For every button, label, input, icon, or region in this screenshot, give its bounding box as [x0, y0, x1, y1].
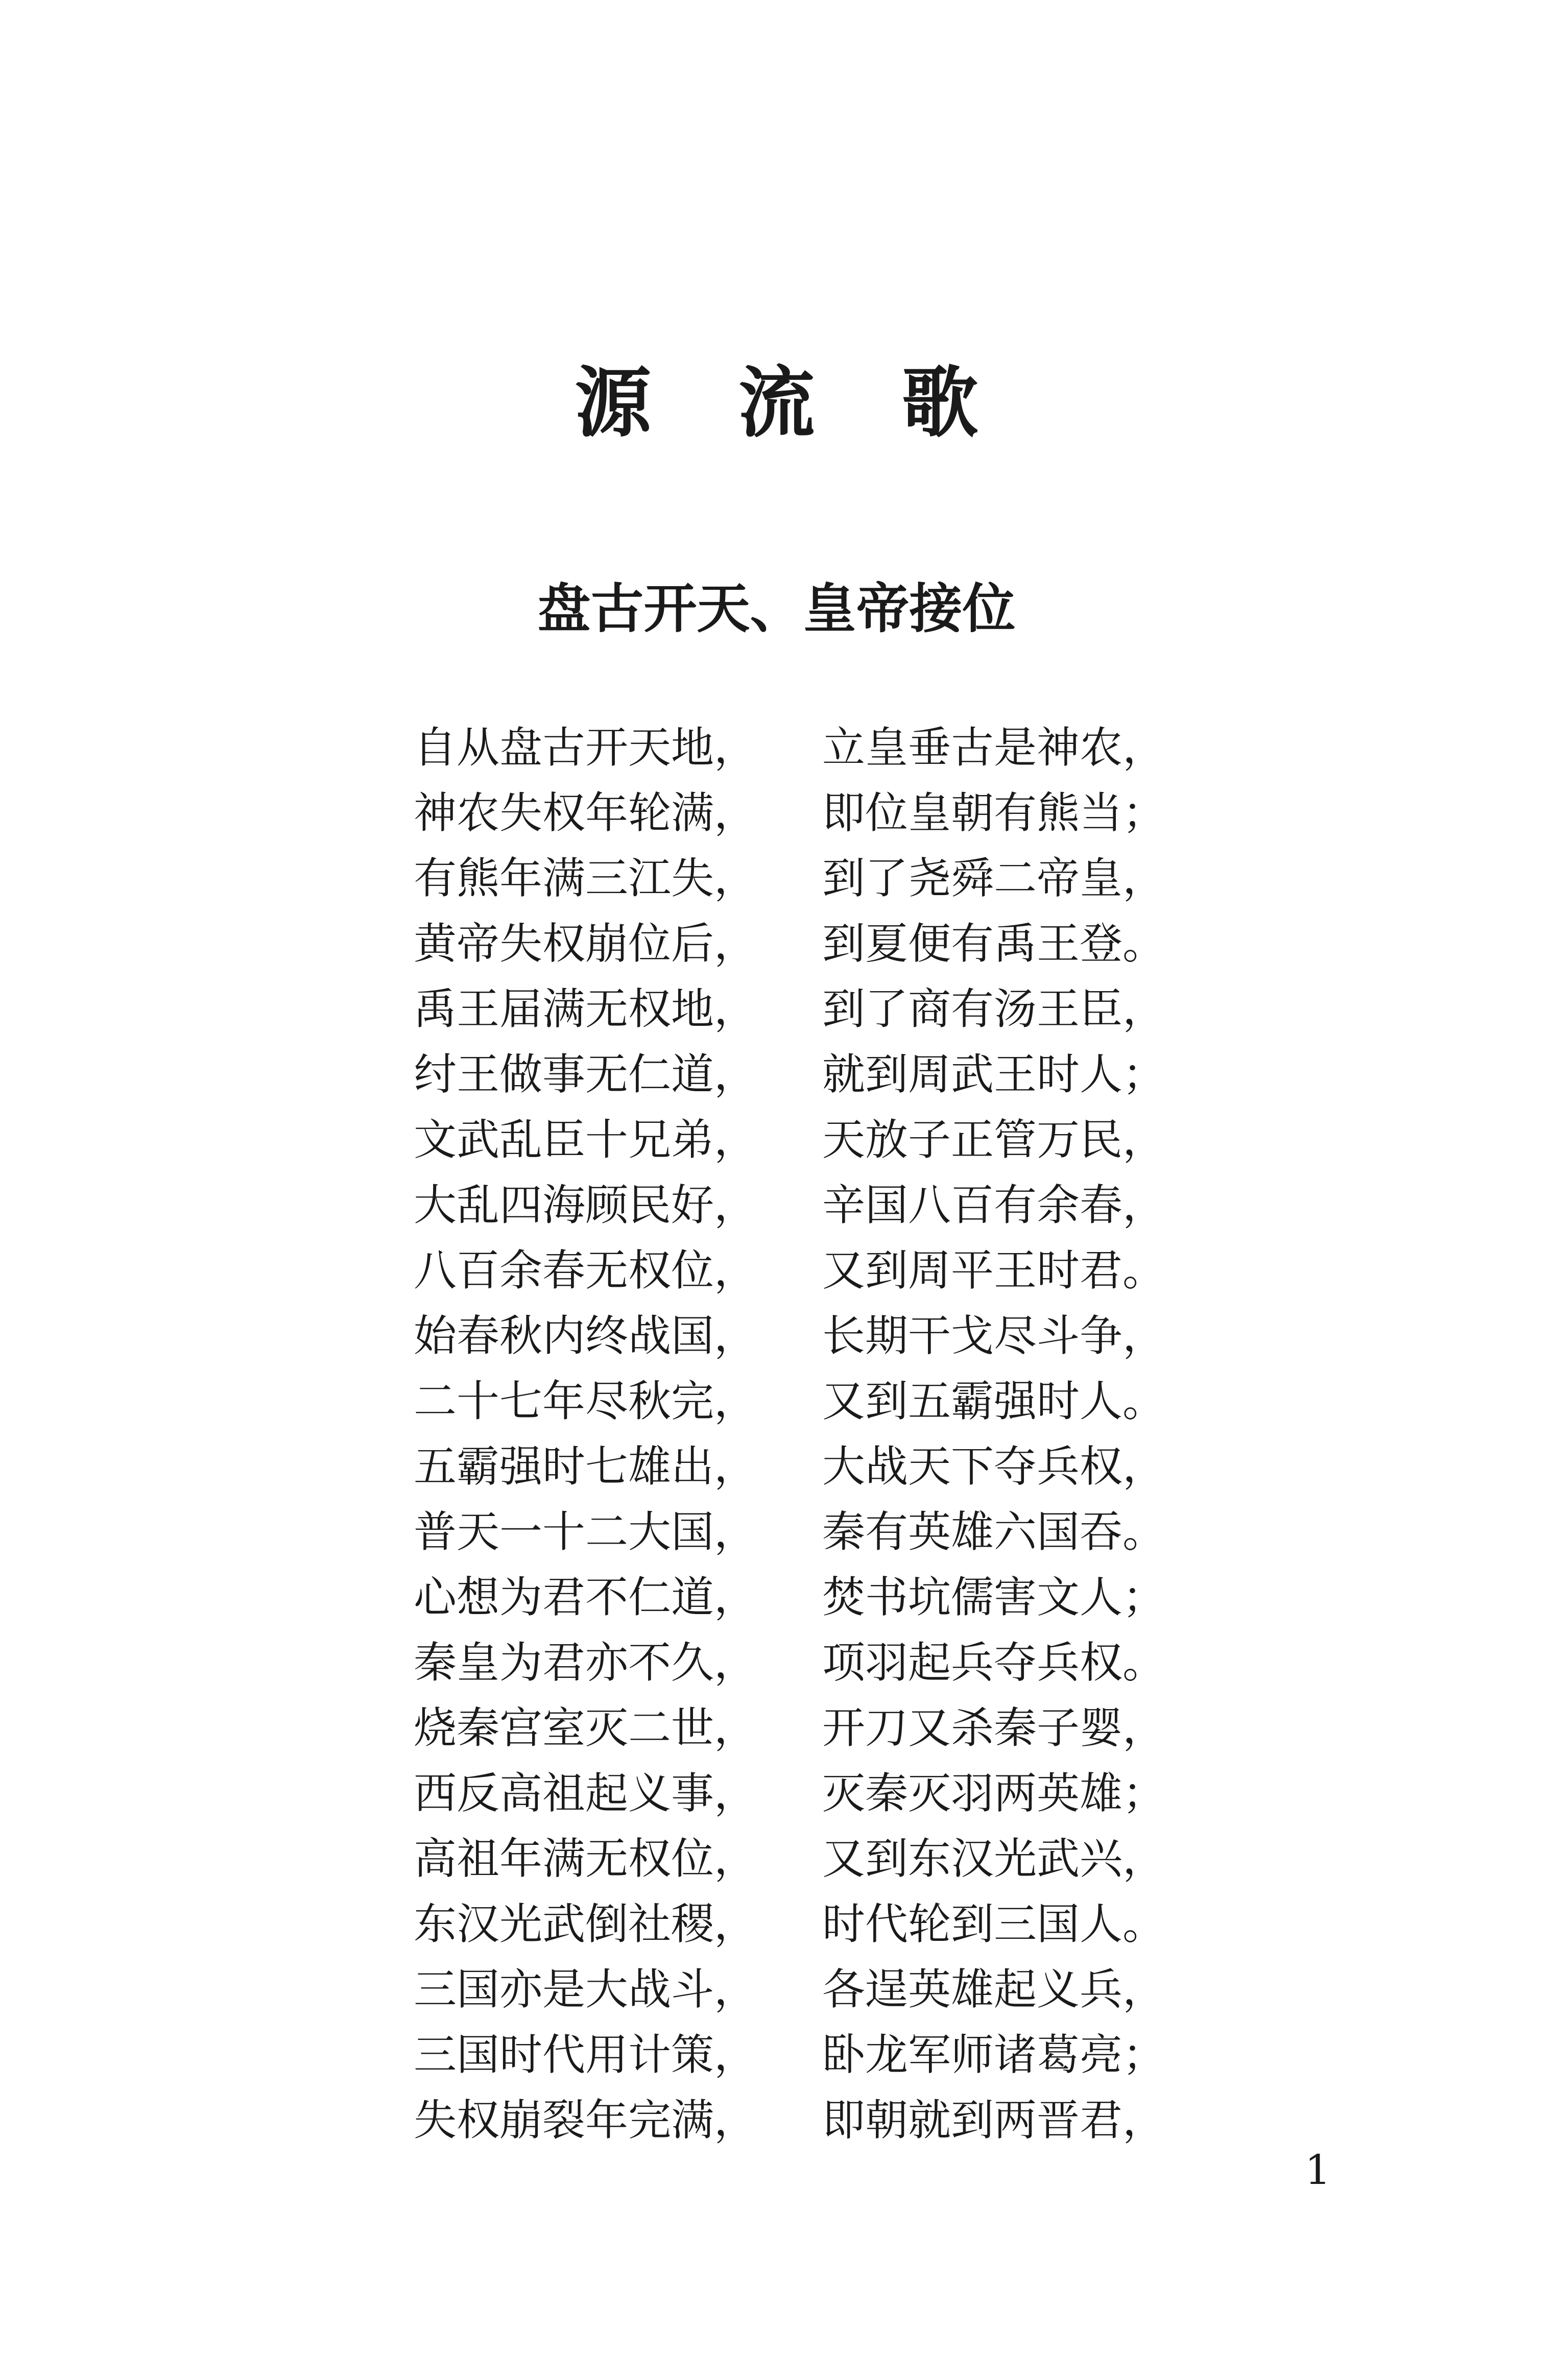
poem-line-right: 长期干戈尽斗争，	[822, 1311, 1166, 1361]
poem-line-right: 即朝就到两晋君，	[822, 2095, 1166, 2145]
poem-couplet	[414, 1107, 1180, 1172]
poem-line-left: 文武乱臣十兄弟，	[414, 1115, 757, 1165]
poem-line-right: 辛国八百有余春，	[822, 1180, 1166, 1230]
poem-line-right: 灭秦灭羽两英雄；	[822, 1768, 1166, 1818]
poem-couplet	[414, 1826, 1180, 1891]
poem-couplet	[414, 1303, 1180, 1368]
poem-couplet	[414, 911, 1180, 976]
poem-line-left: 神农失权年轮满，	[414, 788, 757, 838]
poem-line-right: 秦有英雄六国吞。	[822, 1507, 1166, 1557]
poem-body	[414, 715, 1180, 2153]
poem-line-right: 焚书坑儒害文人；	[822, 1572, 1166, 1622]
poem-couplet	[414, 1891, 1180, 1957]
poem-line-left: 烧秦宫室灭二世，	[414, 1703, 757, 1753]
poem-line-left: 三国亦是大战斗，	[414, 1964, 757, 2014]
poem-couplet	[414, 1368, 1180, 1434]
poem-line-right: 到了商有汤王臣，	[822, 984, 1166, 1034]
poem-line-right: 又到五霸强时人。	[822, 1376, 1166, 1426]
poem-line-right: 时代轮到三国人。	[822, 1899, 1166, 1949]
poem-couplet	[414, 2022, 1180, 2087]
poem-line-right: 项羽起兵夺兵权。	[822, 1638, 1166, 1688]
poem-line-left: 有熊年满三江失，	[414, 853, 757, 903]
poem-line-right: 又到周平王时君。	[822, 1245, 1166, 1295]
poem-line-left: 纣王做事无仁道，	[414, 1049, 757, 1099]
poem-couplet	[414, 1172, 1180, 1238]
poem-couplet	[414, 1042, 1180, 1107]
poem-line-left: 西反高祖起义事，	[414, 1768, 757, 1818]
poem-line-left: 八百余春无权位，	[414, 1245, 757, 1295]
poem-line-left: 普天一十二大国，	[414, 1507, 757, 1557]
poem-couplet	[414, 1499, 1180, 1565]
poem-line-left: 大乱四海顾民好，	[414, 1180, 757, 1230]
poem-line-right: 即位皇朝有熊当；	[822, 788, 1166, 838]
poem-line-left: 秦皇为君亦不久，	[414, 1638, 757, 1688]
poem-line-left: 五霸强时七雄出，	[414, 1441, 757, 1492]
poem-couplet	[414, 715, 1180, 780]
poem-couplet	[414, 1565, 1180, 1630]
poem-line-left: 东汉光武倒社稷，	[414, 1899, 757, 1949]
poem-line-right: 到夏便有禹王登。	[822, 919, 1166, 969]
section-subtitle: 盘古开天、皇帝接位	[537, 578, 1016, 640]
poem-couplet	[414, 1695, 1180, 1761]
poem-couplet	[414, 2087, 1180, 2153]
poem-line-right: 开刀又杀秦子婴，	[822, 1703, 1166, 1753]
poem-couplet	[414, 1238, 1180, 1303]
page-title: 源流歌	[575, 359, 1065, 448]
poem-line-right: 卧龙军师诸葛亮；	[822, 2030, 1166, 2080]
poem-line-right: 又到东汉光武兴，	[822, 1834, 1166, 1884]
poem-line-left: 心想为君不仁道，	[414, 1572, 757, 1622]
poem-line-left: 始春秋内终战国，	[414, 1311, 757, 1361]
poem-line-right: 各逞英雄起义兵，	[822, 1964, 1166, 2014]
poem-line-left: 二十七年尽秋完，	[414, 1376, 757, 1426]
poem-couplet	[414, 1630, 1180, 1695]
poem-line-right: 天放子正管万民，	[822, 1115, 1166, 1165]
poem-couplet	[414, 976, 1180, 1042]
poem-line-left: 三国时代用计策，	[414, 2030, 757, 2080]
poem-couplet	[414, 1957, 1180, 2022]
poem-line-right: 立皇垂古是神农，	[822, 723, 1166, 773]
poem-couplet	[414, 846, 1180, 911]
poem-line-left: 失权崩裂年完满，	[414, 2095, 757, 2145]
poem-line-left: 自从盘古开天地，	[414, 723, 757, 773]
poem-line-left: 禹王届满无权地，	[414, 984, 757, 1034]
poem-couplet	[414, 1434, 1180, 1499]
poem-line-left: 黄帝失权崩位后，	[414, 919, 757, 969]
poem-line-right: 就到周武王时人；	[822, 1049, 1166, 1099]
poem-line-right: 大战天下夺兵权，	[822, 1441, 1166, 1492]
poem-line-left: 高祖年满无权位，	[414, 1834, 757, 1884]
page-number: 1	[1305, 2146, 1331, 2194]
poem-couplet	[414, 780, 1180, 846]
poem-couplet	[414, 1761, 1180, 1826]
poem-line-right: 到了尧舜二帝皇，	[822, 853, 1166, 903]
